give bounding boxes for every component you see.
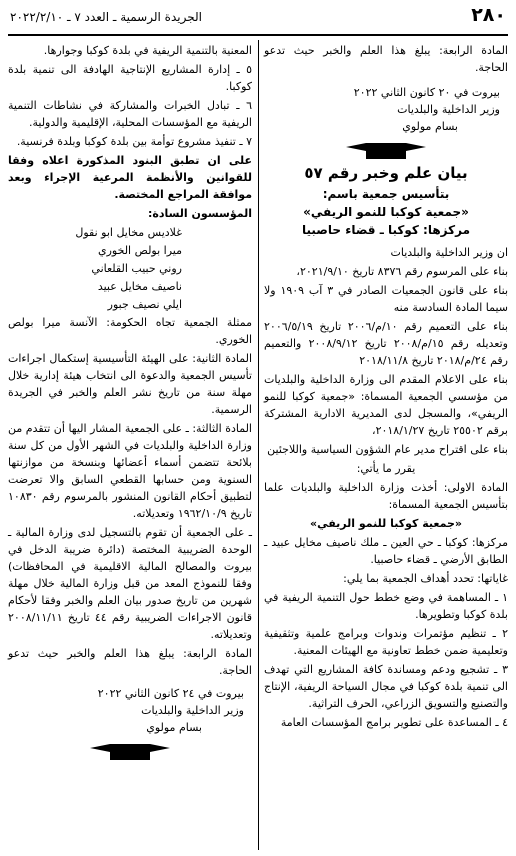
decides-line: يقرر ما يأتي: <box>356 462 416 475</box>
goal-item: ٥ ـ إدارة المشاريع الإنتاجية الهادفة الى تنمية بلدة كوكبا. <box>8 63 252 93</box>
statement-sub3: مركزها: كوكبا ـ قضاء حاصبيا <box>301 223 471 237</box>
goal-item: ١ ـ المساهمة في وضع خطط حول التنمية الريفية في بلدة كوكبا وتطويرها. <box>264 591 508 621</box>
statement-sub1: بتأسيس جمعية باسم: <box>322 187 450 201</box>
signature-date: بيروت في ٢٤ كانون الثاني ٢٠٢٢ <box>97 687 244 700</box>
founders-title: المؤسسون السادة: <box>147 207 252 220</box>
page-number: ٢٨٠ <box>471 4 506 26</box>
goal-item: ٣ ـ تشجيع ودعم ومساندة كافة المشاريع التي تهدف الى تنمية بلدة كوكبا في مجال السياحة الريفية، الإنتاج والتصنيع والتسويق الزراعي، الحرف التراثية. <box>264 663 508 710</box>
column-divider <box>258 40 259 850</box>
conditions-paragraph: على ان تطبق البنود المذكورة اعلاه وفقا للقوانين والأنظمة المرعية الإجراء وبعد موافقة المراجع المختصة. <box>8 154 252 201</box>
signature-block <box>264 84 508 135</box>
gazette-title: الجريدة الرسمية ـ العدد ٧ ـ ٢٠٢٢/٢/١٠ <box>10 10 202 24</box>
article-two: المادة الثانية: على الهيئة التأسيسية إستكمال اجراءات تأسيس الجمعية والدعوة الى انتخاب هيئة إدارية خلال مهلة سنة من تاريخ نشر العلم والخبر في الجريدة الرسمية. <box>8 352 252 416</box>
left-column <box>8 42 252 766</box>
statement-heading: بيان علم وخبر رقم ٥٧ <box>304 164 468 182</box>
government-representative: ممثلة الجمعية تجاه الحكومة: الآنسة ميرا بولص الخوري. <box>8 316 252 346</box>
paragraph: بناء على اقتراح مدير عام الشؤون السياسية واللاجئين <box>267 443 508 456</box>
goal-item: المعنية بالتنمية الريفية في بلدة كوكبا وجوارها. <box>43 44 252 57</box>
signature-title: وزير الداخلية والبلديات <box>397 103 500 116</box>
association-name: «جمعية كوكبا للنمو الريفي» <box>310 517 462 530</box>
goal-item: ٤ ـ المساعدة على تطوير برامج المؤسسات العامة <box>280 716 508 729</box>
founder-name: ايلي نصيف جبور <box>107 298 182 311</box>
signature-title: وزير الداخلية والبلديات <box>141 704 244 717</box>
founder-name: ناصيف مخايل عبيد <box>97 280 182 293</box>
goal-item: ٦ ـ تبادل الخبرات والمشاركة في نشاطات التنمية الريفية مع المؤسسات المحلية، الإقليمية والدولية. <box>8 99 252 129</box>
signature-date: بيروت في ٢٠ كانون الثاني ٢٠٢٢ <box>353 86 500 99</box>
article-one: المادة الاولى: أخذت وزارة الداخلية والبلديات علما بتأسيس الجمعية المسماة: <box>264 481 508 511</box>
goal-item: ٢ ـ تنظيم مؤتمرات وندوات وبرامج علمية وتثقيفية وتعليمية ضمن خطط تعاونية مع الهيئات المعنية. <box>264 627 508 657</box>
separator-ornament <box>8 744 252 760</box>
signature-block <box>8 685 252 736</box>
signature-name: بسام مولوي <box>402 120 458 133</box>
headquarters: مركزها: كوكبا ـ حي العين ـ ملك ناصيف مخايل عبيد ـ الطابق الأرضي ـ قضاء حاصبيا. <box>264 536 508 566</box>
signature-name: بسام مولوي <box>146 721 202 734</box>
article-three-b: ـ على الجمعية أن تقوم بالتسجيل لدى وزارة المالية ـ الوحدة الضريبية المختصة (دائرة ضريبة الدخل في بيروت والمصالح المالية الاقليمية في المحافظات) وفقا للنموذج المعد من قبل وزارة المالية خلال مهلة شهرين من تاريخ صدور بيان العلم والخبر وفقا لأحكام قانون الاجراءات الضريبية رقم ٤٤ تاريخ ٢٠٠٨/١١/١١ وتعديلاته. <box>8 526 253 641</box>
article-three: المادة الثالثة: ـ على الجمعية المشار اليها أن تتقدم من وزارة الداخلية والبلديات في الشهر الأول من كل سنة بلائحة تتضمن أسماء أعضائها وبنسخة من موازنتها السنوية ومن حسابها القطعي السابق والا تعرضت لتطبيق أحكام القانون المنشور بالمرسوم رقم ١٠٨٣٠ تاريخ ١٩٦٢/١٠/٩ وتعديلاته. <box>8 422 252 520</box>
paragraph: بناء على التعميم رقم ١٠/م/٢٠٠٦ تاريخ ٢٠٠٦/٥/١٩ وتعديله رقم ١٥/م/٢٠٠٨ تاريخ ٢٠٠٨/٩/١٢ والتعميم رقم ٢٤/م/٢٠١٨ تاريخ ٢٠١٨/١١/٨ <box>264 320 508 367</box>
separator-ornament <box>264 143 508 159</box>
paragraph: ان وزير الداخلية والبلديات <box>390 246 508 259</box>
founder-name: ميرا بولص الخوري <box>97 244 182 257</box>
page-header <box>8 4 508 36</box>
article-four: المادة الرابعة: يبلغ هذا العلم والخبر حيث تدعو الحاجة. <box>8 647 252 677</box>
paragraph: بناء على المرسوم رقم ٨٣٧٦ تاريخ ٢٠٢١/٩/١٠، <box>296 265 508 278</box>
statement-sub2: «جمعية كوكبا للنمو الريفي» <box>303 205 469 219</box>
paragraph: بناء على الاعلام المقدم الى وزارة الداخلية والبلديات من مؤسسي الجمعية المسماة: «جمعية كوكبا للنمو الريفي»، والمسجل لدى المديرية الادارية المشتركة برقم ٢٥٥٠٢ تاريخ ٢٠١٨/١/٢٧، <box>264 373 508 437</box>
article-four-previous: المادة الرابعة: يبلغ هذا العلم والخبر حيث تدعو الحاجة. <box>264 44 508 74</box>
paragraph: بناء على قانون الجمعيات الصادر في ٣ آب ١٩٠٩ ولا سيما المادة السادسة منه <box>264 284 509 314</box>
goals-title: غاياتها: تحدد أهداف الجمعية بما يلي: <box>343 572 508 585</box>
founder-name: غلاديس مخايل ابو نقول <box>75 226 182 239</box>
goal-item: ٧ ـ تنفيذ مشروع توأمة بين بلدة كوكبا وبلدة فرنسية. <box>16 135 252 148</box>
right-column <box>264 42 508 733</box>
founder-name: روني حبيب القلعاني <box>91 262 182 275</box>
